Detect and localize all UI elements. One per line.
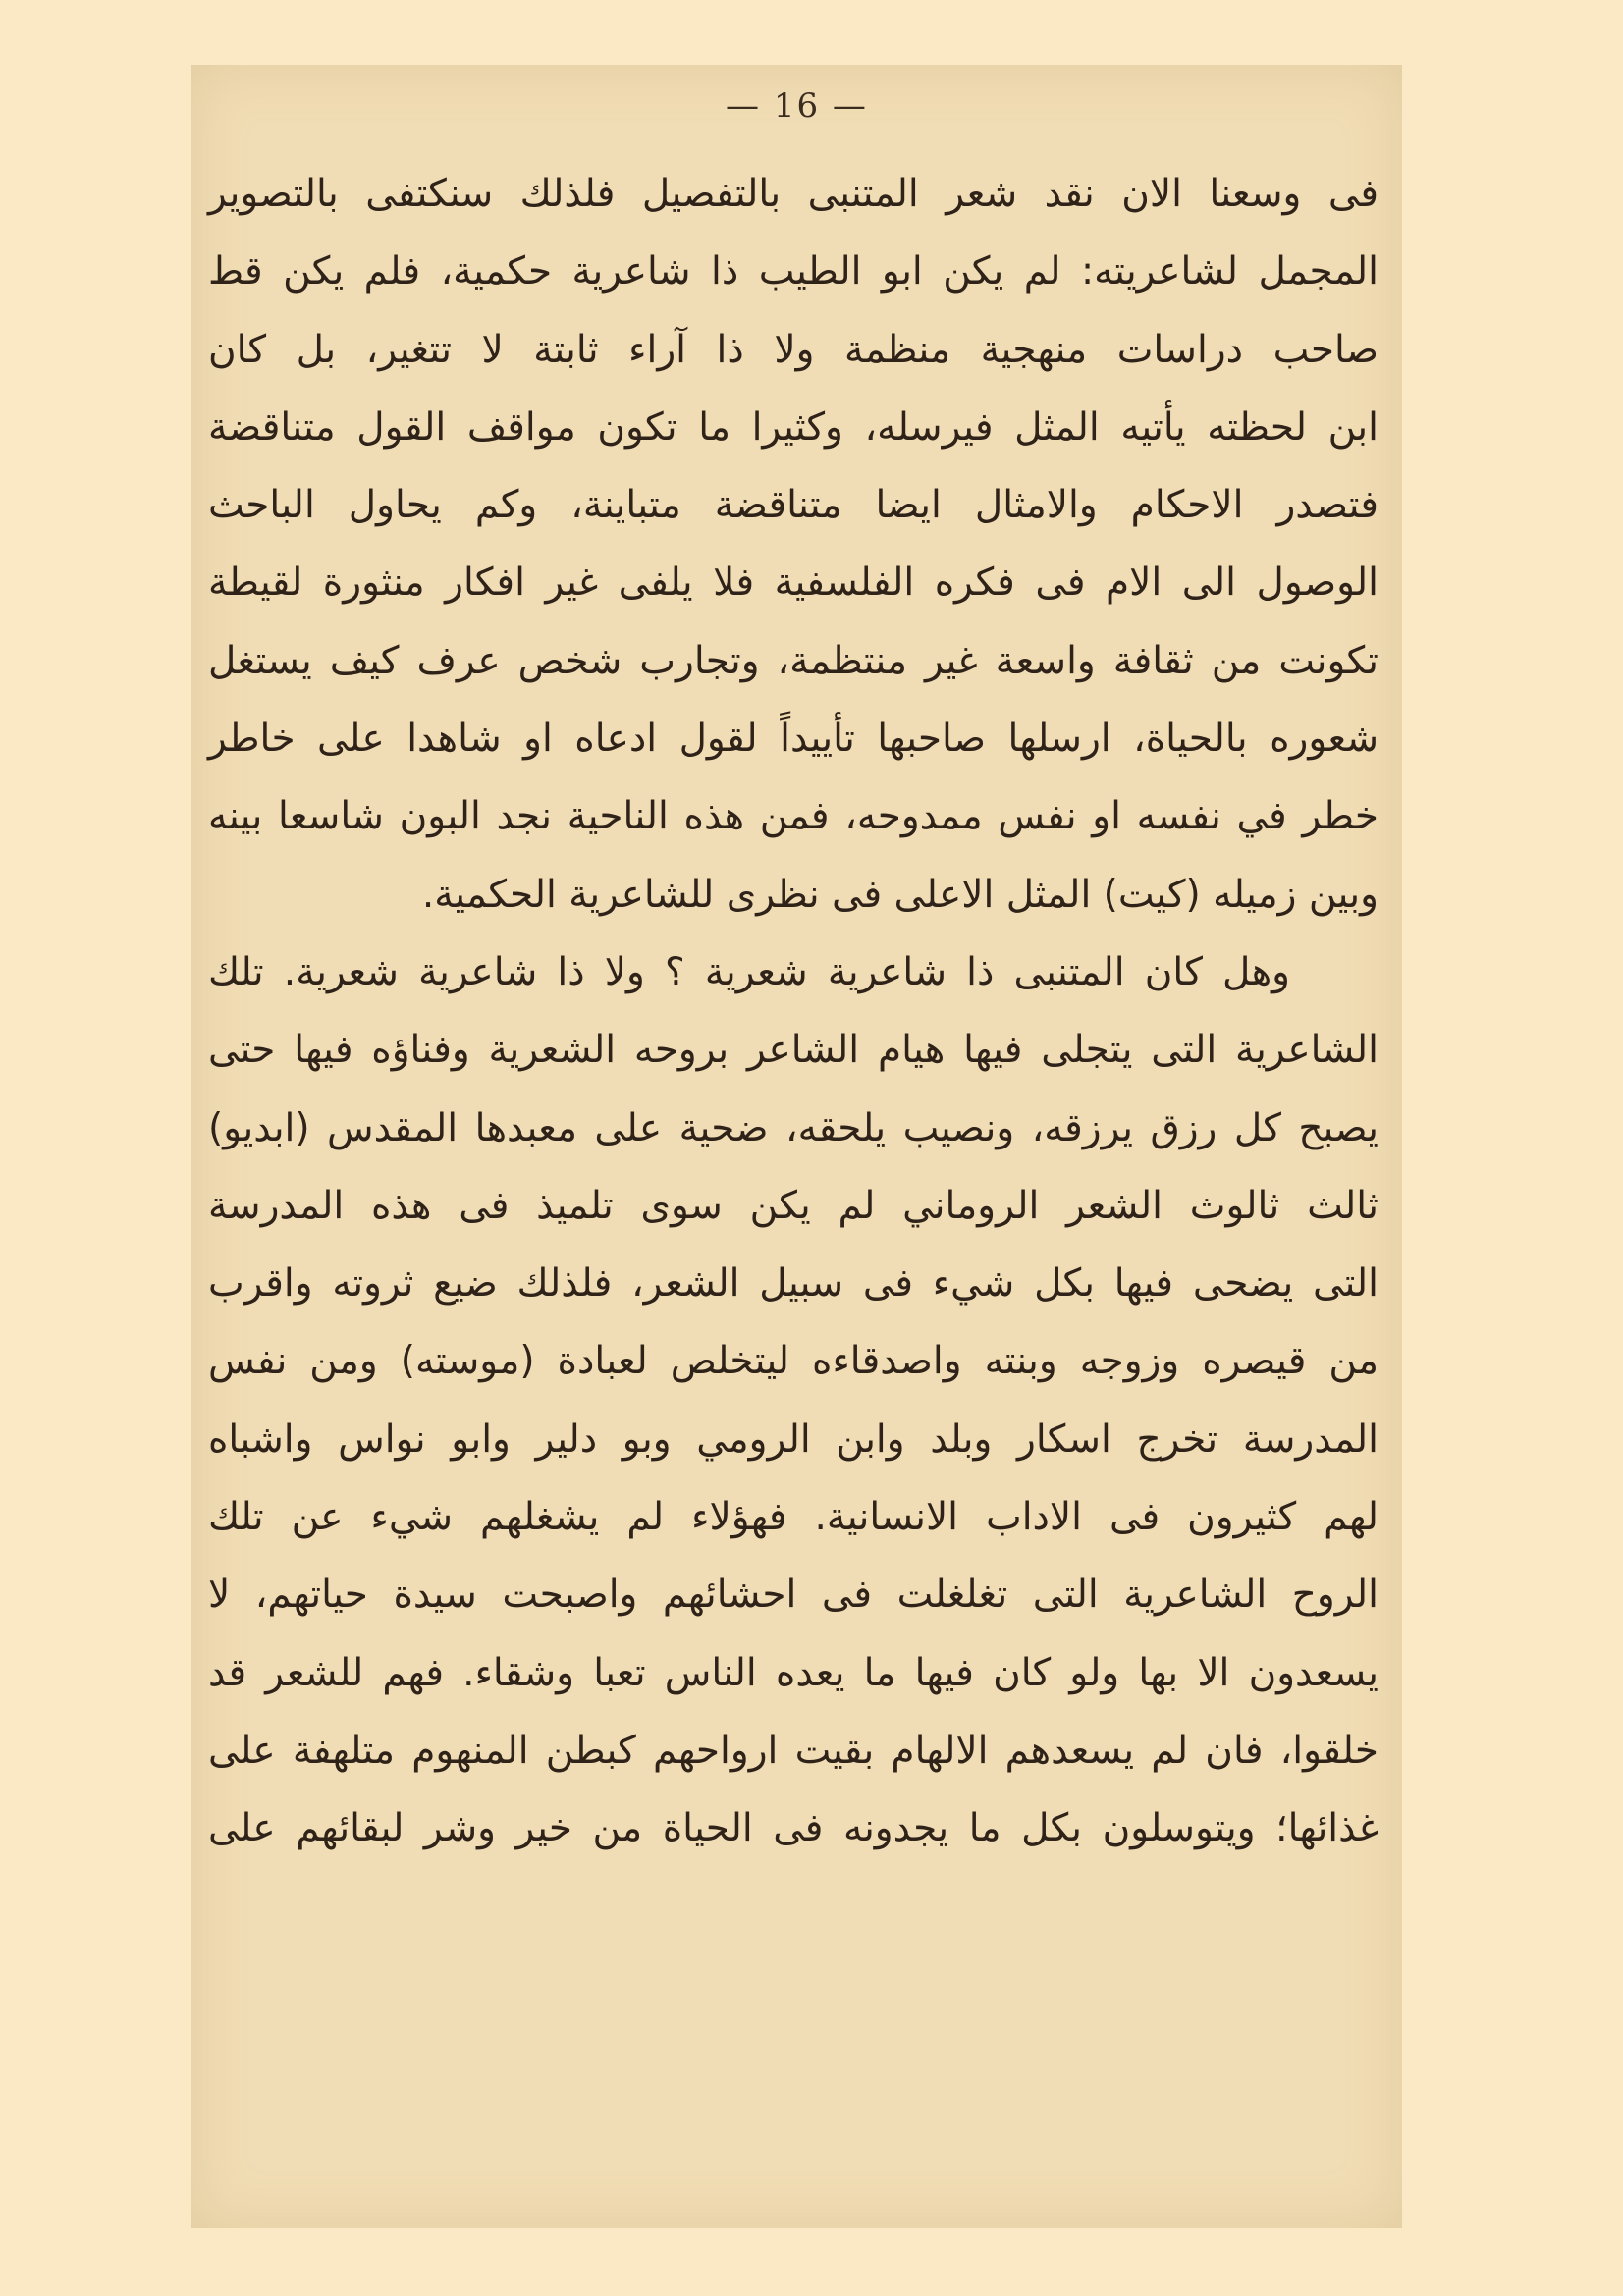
text-line: المجمل لشاعريته: لم يكن ابو الطيب ذا شاعرية حكمية، فلم يكن قط: [208, 249, 1379, 294]
body-text: [208, 155, 1379, 1868]
text-line: لهم كثيرون فى الاداب الانسانية. فهؤلاء لم يشغلهم شيء عن تلك: [208, 1495, 1379, 1540]
text-line: الوصول الى الام فى فكره الفلسفية فلا يلفى غير افكار منثورة لقيطة: [208, 561, 1379, 606]
text-line: صاحب دراسات منهجية منظمة ولا ذا آراء ثابتة لا تتغير، بل كان: [208, 327, 1379, 372]
text-line: تكونت من ثقافة واسعة غير منتظمة، وتجارب شخص عرف كيف يستغل: [208, 638, 1379, 683]
text-line: وهل كان المتنبى ذا شاعرية شعرية ؟ ولا ذا شاعرية شعرية. تلك: [208, 949, 1290, 994]
text-line: الشاعرية التى يتجلى فيها هيام الشاعر بروحه الشعرية وفناؤه فيها حتى: [208, 1028, 1379, 1073]
scanned-book-page: [191, 65, 1402, 2228]
paragraph: [208, 934, 1379, 1868]
text-line: فتصدر الاحكام والامثال ايضا متناقضة متباينة، وكم يحاول الباحث: [208, 483, 1379, 528]
text-line: الروح الشاعرية التى تغلغلت فى احشائهم واصبحت سيدة حياتهم، لا: [208, 1573, 1379, 1618]
text-line: شعوره بالحياة، ارسلها صاحبها تأييداً لقول ادعاه او شاهدا على خاطر: [208, 717, 1379, 762]
text-line: ثالث ثالوث الشعر الروماني لم يكن سوى تلميذ فى هذه المدرسة: [208, 1183, 1379, 1228]
text-line: ابن لحظته يأتيه المثل فيرسله، وكثيرا ما تكون مواقف القول متناقضة: [208, 404, 1379, 450]
text-line: غذائها؛ ويتوسلون بكل ما يجدونه فى الحياة من خير وشر لبقائهم على: [208, 1806, 1379, 1851]
text-line: يصبح كل رزق يرزقه، ونصيب يلحقه، ضحية على معبدها المقدس (ابديو): [208, 1105, 1379, 1150]
text-line: وبين زميله (كيت) المثل الاعلى فى نظرى للشاعرية الحكمية.: [421, 872, 1379, 917]
text-line: يسعدون الا بها ولو كان فيها ما يعده الناس تعبا وشقاء. فهم للشعر قد: [208, 1650, 1379, 1695]
text-line: خلقوا، فان لم يسعدهم الالهام بقيت ارواحهم كبطن المنهوم متلهفة على: [208, 1728, 1379, 1773]
text-line: من قيصره وزوجه وبنته واصدقاءه ليتخلص لعبادة (موسته) ومن نفس: [208, 1339, 1379, 1384]
page-number: — 16 —: [726, 86, 868, 126]
paragraph: [208, 155, 1379, 934]
text-line: خطر في نفسه او نفس ممدوحه، فمن هذه الناحية نجد البون شاسعا بينه: [208, 794, 1379, 839]
text-line: المدرسة تخرج اسكار وبلد وابن الرومي وبو دلير وابو نواس واشباه: [208, 1416, 1379, 1462]
text-line: فى وسعنا الان نقد شعر المتنبى بالتفصيل فلذلك سنكتفى بالتصوير: [208, 172, 1379, 216]
text-line: التى يضحى فيها بكل شيء فى سبيل الشعر، فلذلك ضيع ثروته واقرب: [208, 1261, 1379, 1307]
